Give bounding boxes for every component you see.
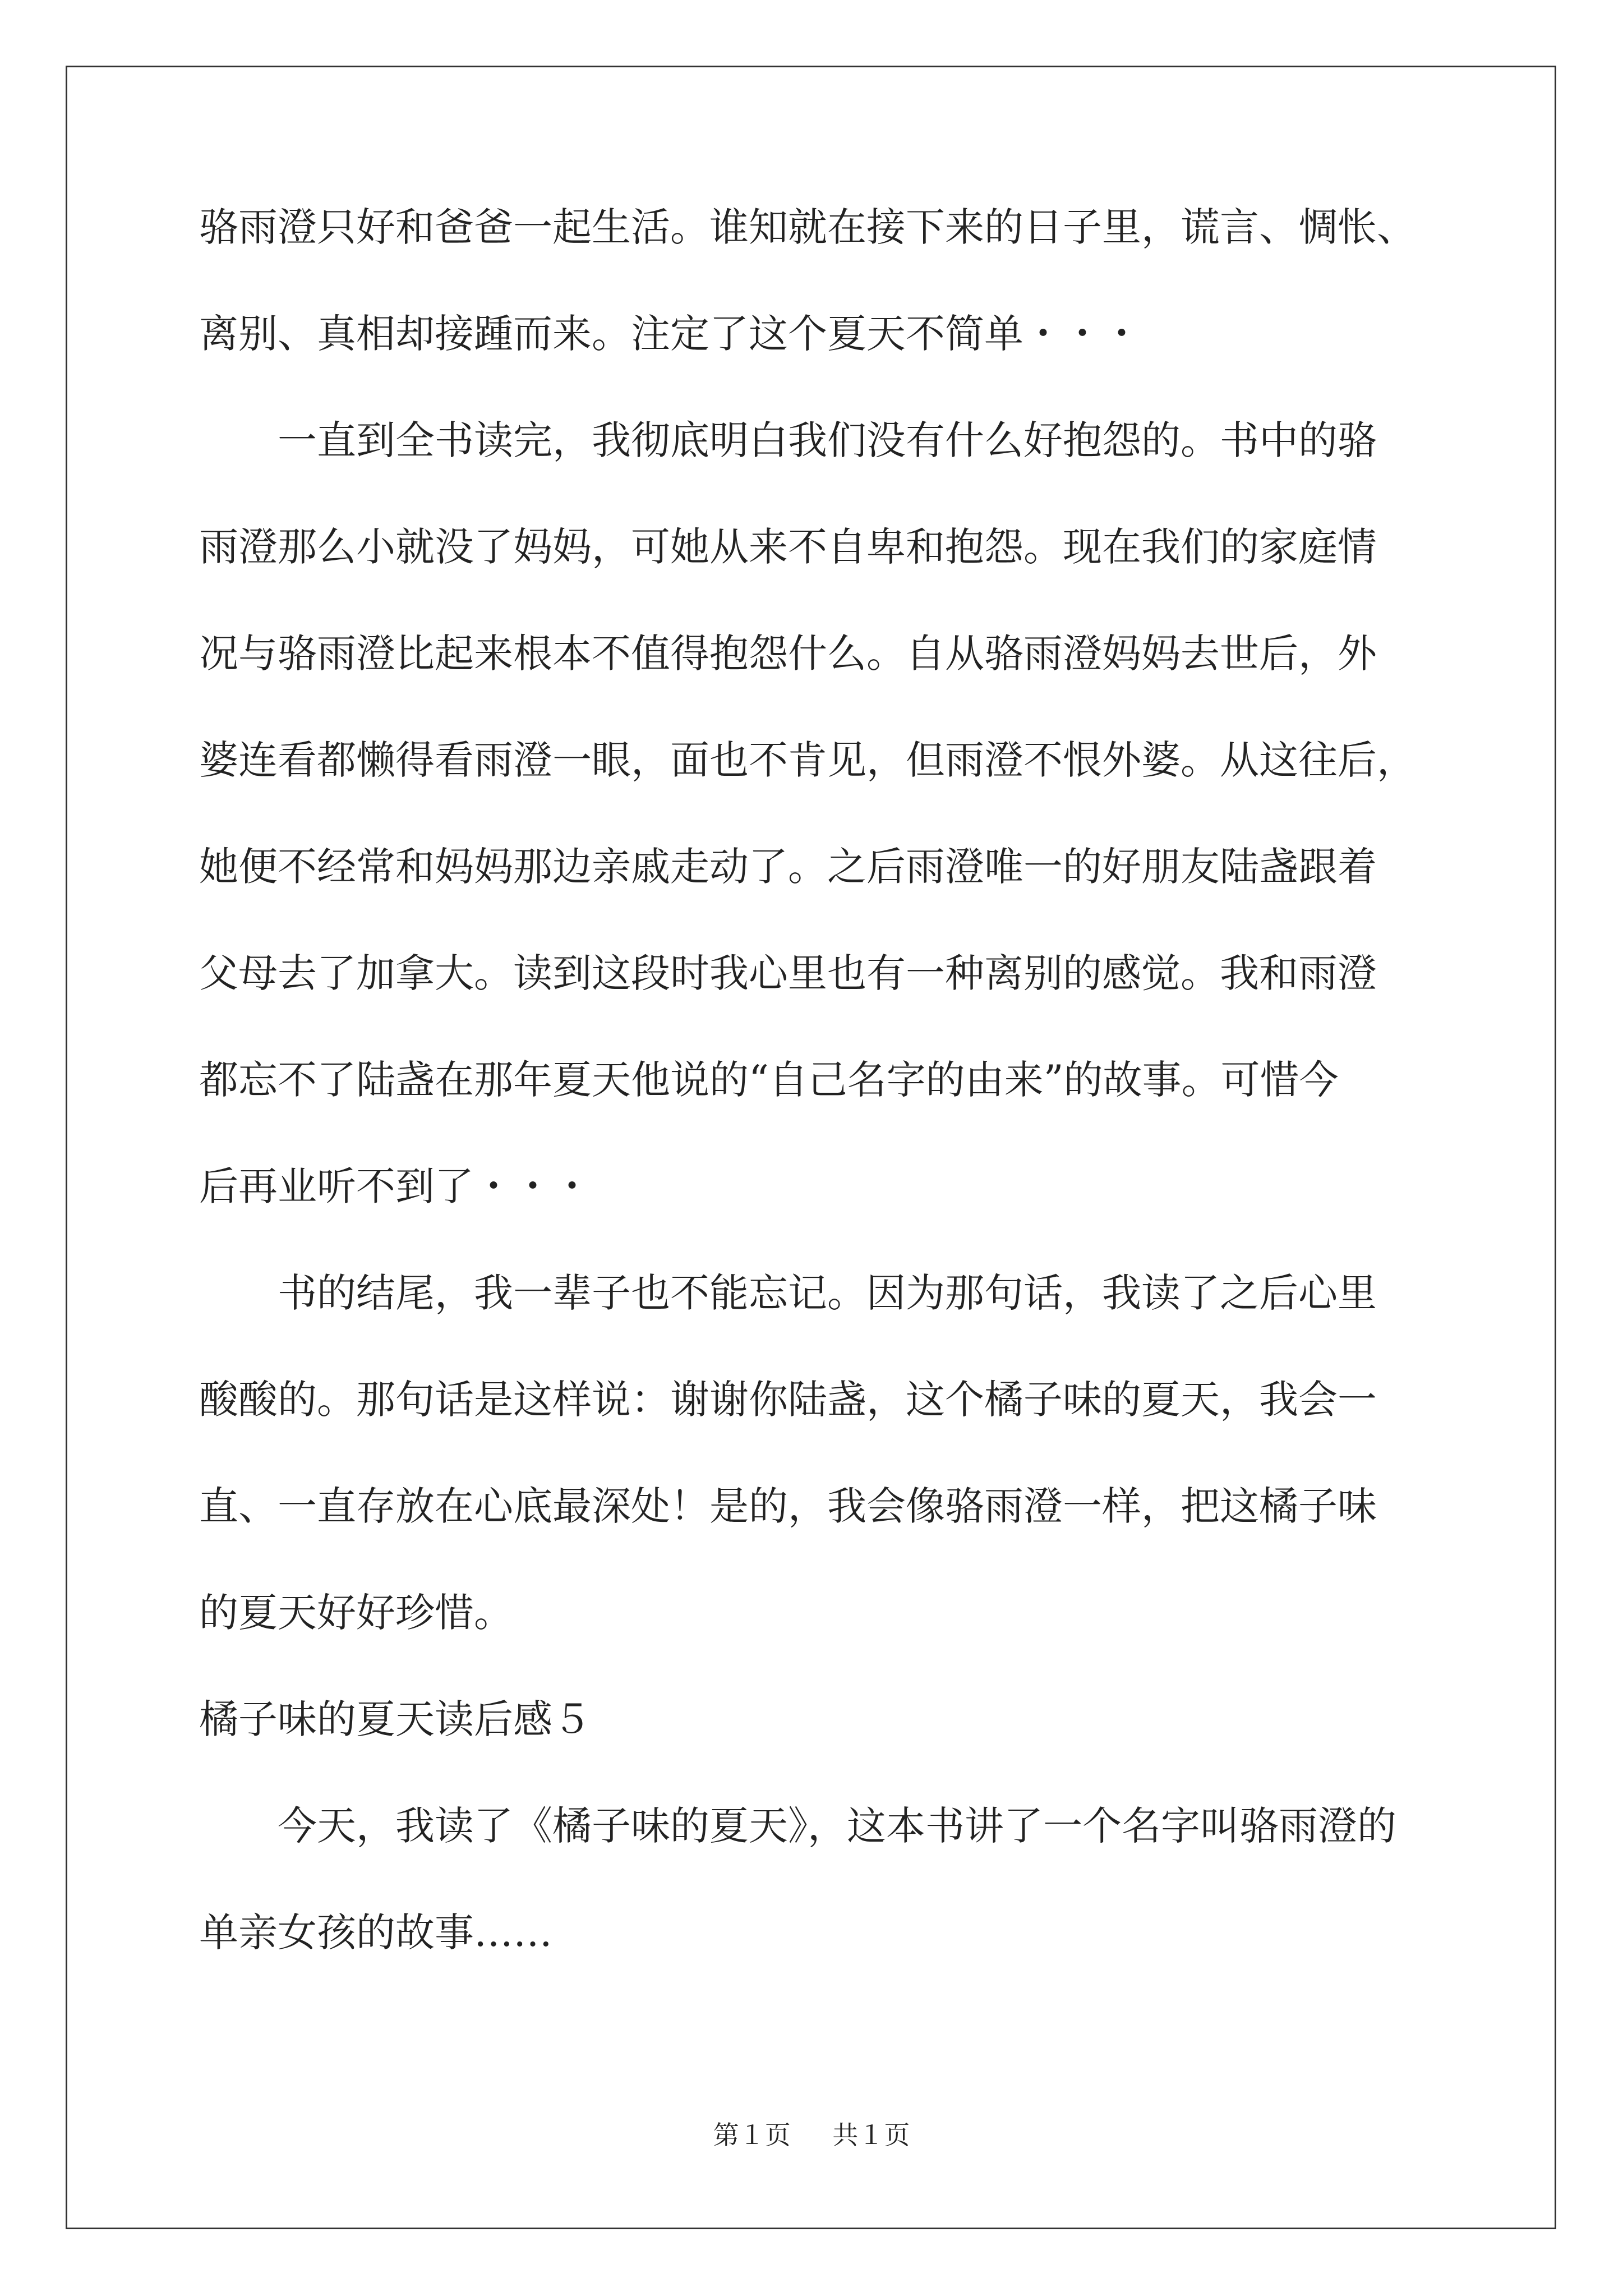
text-line: 父母去了加拿大。读到这段时我心里也有一种离别的感觉。我和雨澄	[199, 950, 1377, 996]
text-line: 她便不经常和妈妈那边亲戚走动了。之后雨澄唯一的好朋友陆盏跟着	[199, 844, 1377, 890]
text-line: 婆连看都懒得看雨澄一眼，面也不肯见，但雨澄不恨外婆。从这往后，	[199, 737, 1416, 783]
text-line: 骆雨澄只好和爸爸一起生活。谁知就在接下来的日子里，谎言、惆怅、	[199, 204, 1416, 250]
text-line: 后再业听不到了・・・	[199, 1163, 592, 1209]
total-pages: 共１页	[832, 2120, 910, 2150]
section-heading: 橘子味的夏天读后感５	[199, 1696, 592, 1742]
text-line: 的夏天好好珍惜。	[199, 1590, 513, 1636]
text-line: 直、一直存放在心底最深处！是的，我会像骆雨澄一样，把这橘子味	[199, 1483, 1377, 1529]
text-line: 况与骆雨澄比起来根本不值得抱怨什么。自从骆雨澄妈妈去世后，外	[199, 631, 1377, 677]
text-line: 离别、真相却接踵而来。注定了这个夏天不简单・・・	[199, 311, 1141, 357]
text-line: 都忘不了陆盏在那年夏天他说的“自己名字的由来”的故事。可惜今	[199, 1057, 1339, 1103]
text-line: 雨澄那么小就没了妈妈，可她从来不自卑和抱怨。现在我们的家庭情	[199, 524, 1377, 570]
page-footer	[0, 2115, 1623, 2152]
text-line: 酸酸的。那句话是这样说：谢谢你陆盏，这个橘子味的夏天，我会一	[199, 1377, 1377, 1423]
paragraph-start-line: 今天，我读了《橘子味的夏天》，这本书讲了一个名字叫骆雨澄的	[278, 1803, 1396, 1849]
paragraph-start-line: 一直到全书读完，我彻底明白我们没有什么好抱怨的。书中的骆	[278, 417, 1377, 463]
page-number: 第１页	[713, 2120, 791, 2150]
paragraph-start-line: 书的结尾，我一辈子也不能忘记。因为那句话，我读了之后心里	[278, 1270, 1377, 1316]
document-body	[199, 204, 1478, 2019]
text-line: 单亲女孩的故事……	[199, 1910, 552, 1955]
